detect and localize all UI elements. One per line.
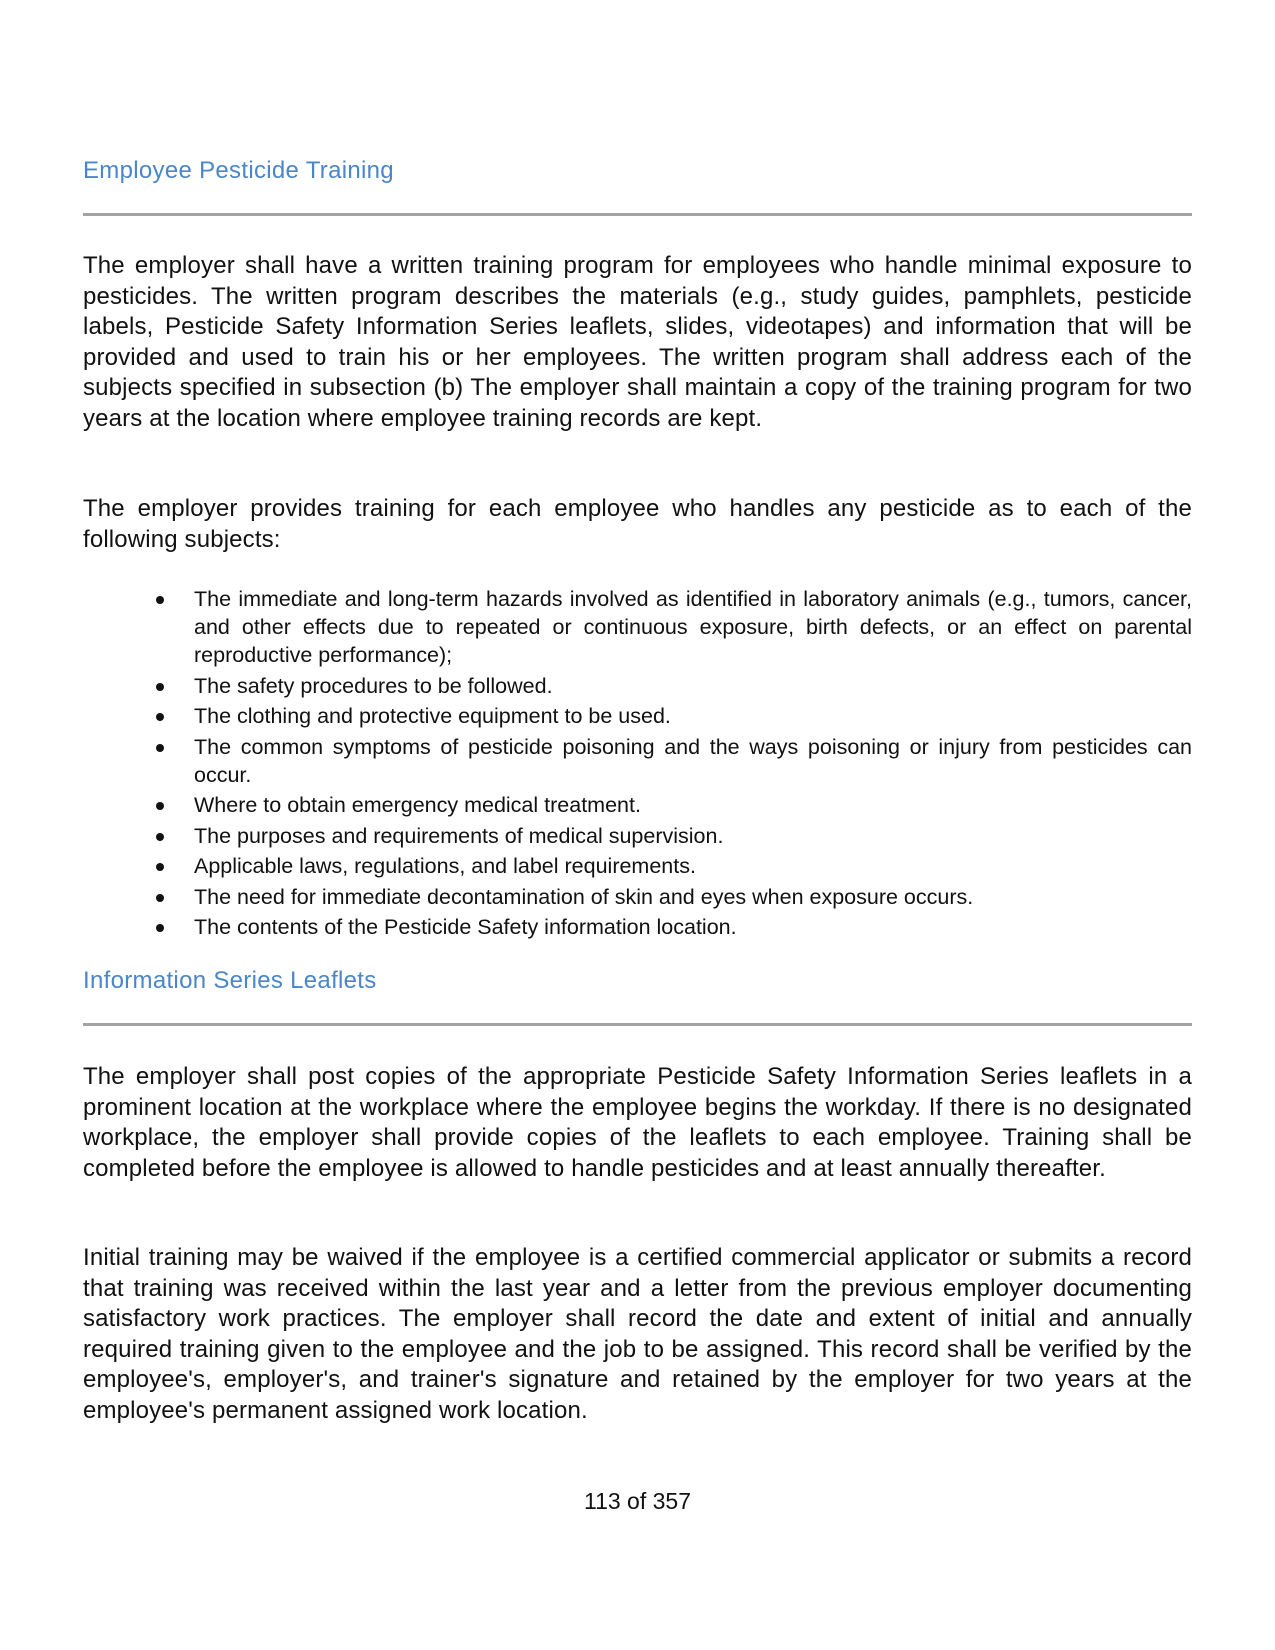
bullet-icon xyxy=(156,802,164,810)
bullet-icon xyxy=(156,894,164,902)
list-item xyxy=(156,585,1192,669)
bullet-icon xyxy=(156,596,164,604)
list-item-text: The common symptoms of pesticide poisoning and the ways poisoning or injury from pesticides can occur. xyxy=(194,734,1192,787)
paragraph-initial-training-waiver: Initial training may be waived if the employee is a certified commercial applicator or submits a record that training was received within the last year and a letter from the previous employer documenting satisfactory work practices. The employer shall record the date and extent of initial and annually required training given to the employee and the job to be assigned. This record shall be verified by the employee's, employer's, and trainer's signature and retained by the employer for two years at the employee's permanent assigned work location. xyxy=(83,1244,1192,1424)
paragraph-training-subjects-intro: The employer provides training for each employee who handles any pesticide as to each of the following subjects: xyxy=(83,495,1192,553)
list-item-text: The need for immediate decontamination of skin and eyes when exposure occurs. xyxy=(194,884,974,909)
paragraph-written-training-program: The employer shall have a written training program for employees who handle minimal exposure to pesticides. The written program describes the materials (e.g., study guides, pamphlets, pesticide labels, Pesticide Safety Information Series leaflets, slides, videotapes) and information that will be provided and used to train his or her employees. The written program shall address each of the subjects specified in subsection (b) The employer shall maintain a copy of the training program for two years at the location where employee training records are kept. xyxy=(83,252,1192,432)
bullet-icon xyxy=(156,744,164,752)
list-item xyxy=(156,791,1192,819)
list-item xyxy=(156,883,1192,911)
list-item-text: The clothing and protective equipment to be used. xyxy=(194,704,671,728)
list-item-text: The immediate and long-term hazards involved as identified in laboratory animals (e.g., tumors, cancer, and other effects due to repeated or continuous exposure, birth defects, or an effect on parental reproductive performance); xyxy=(194,587,1192,667)
list-item-text: Where to obtain emergency medical treatment. xyxy=(194,793,641,817)
list-item-text: The safety procedures to be followed. xyxy=(194,673,553,698)
section-heading-employee-pesticide-training: Employee Pesticide Training xyxy=(83,157,394,184)
list-item xyxy=(156,733,1192,789)
paragraph-post-leaflets: The employer shall post copies of the appropriate Pesticide Safety Information Series leaflets in a prominent location at the workplace where the employee begins the workday. If there is no designated workplace, the employer shall provide copies of the leaflets to each employee. Training shall be completed before the employee is allowed to handle pesticides and at least annually thereafter. xyxy=(83,1063,1192,1182)
bullet-icon xyxy=(156,924,164,932)
list-item xyxy=(156,822,1192,850)
list-item xyxy=(156,702,1192,730)
section-divider xyxy=(83,1023,1192,1026)
list-item xyxy=(156,852,1192,880)
page-number: 113 of 357 xyxy=(583,1488,691,1514)
list-item-text: The purposes and requirements of medical supervision. xyxy=(194,823,724,848)
bullet-icon xyxy=(156,713,164,721)
list-item-text: The contents of the Pesticide Safety information location. xyxy=(194,915,737,939)
document-page xyxy=(83,0,1192,1650)
bullet-icon xyxy=(156,683,164,691)
section-divider xyxy=(83,213,1192,216)
section-heading-information-series-leaflets: Information Series Leaflets xyxy=(83,967,377,994)
list-item-text: Applicable laws, regulations, and label requirements. xyxy=(194,854,696,878)
training-subjects-list xyxy=(156,585,1192,944)
list-item xyxy=(156,913,1192,941)
bullet-icon xyxy=(156,833,164,841)
list-item xyxy=(156,672,1192,700)
bullet-icon xyxy=(156,863,164,871)
